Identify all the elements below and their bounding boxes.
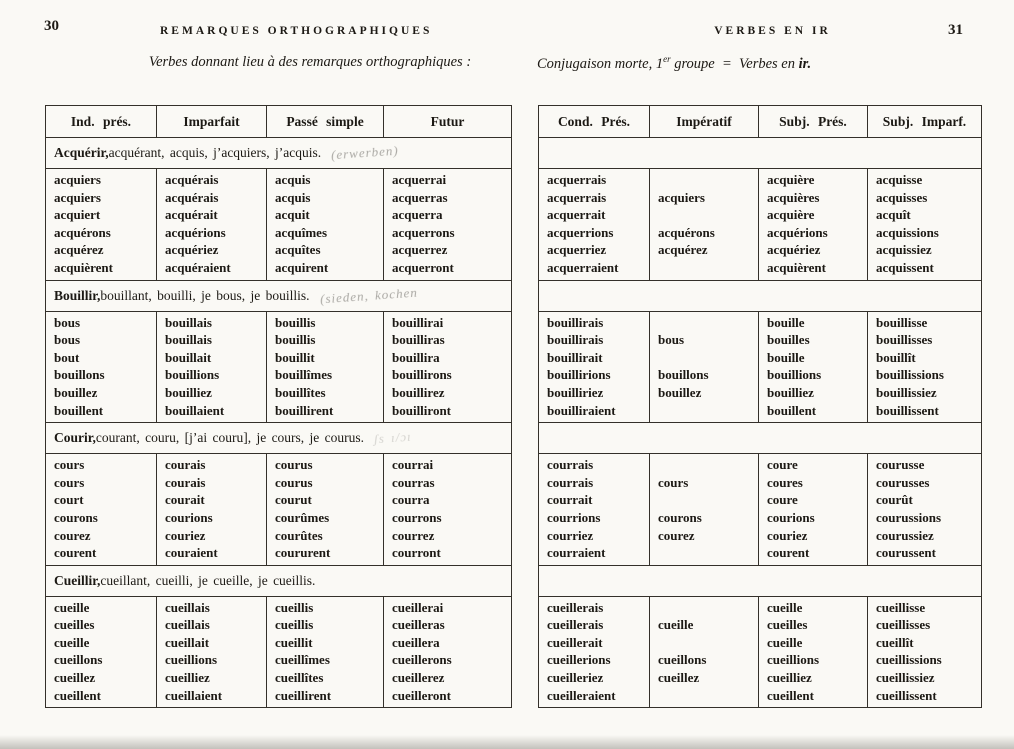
column-header-imperatif: Impératif [649, 106, 758, 137]
page-number-right: 31 [948, 22, 963, 38]
conjugation-cell: cueillez [658, 670, 700, 686]
conjugation-cell: bouillirait [547, 349, 603, 365]
conjugation-cell: cueille [767, 634, 803, 650]
tense-column [539, 454, 649, 565]
conjugation-cell: bouillîtes [275, 384, 326, 400]
conjugation-cell: courrons [392, 509, 442, 525]
conjugation-cell: courez [54, 527, 91, 543]
column-header-passe-simple: Passé simple [266, 106, 383, 137]
spacer-band [539, 423, 981, 454]
tense-column [383, 597, 511, 708]
conjugation-cell: cueilles [767, 617, 808, 633]
conjugation-cell: bouillissiez [876, 384, 937, 400]
subtitle-right-mid: groupe = Verbes en [670, 55, 799, 72]
conjugation-cell: cueille [658, 617, 694, 633]
conjugation-cell: bouillez [658, 384, 702, 400]
conjugation-cell: acquerraient [547, 259, 619, 275]
conjugation-cell: acquérions [165, 224, 226, 240]
conjugation-cell: acquerriez [547, 242, 607, 258]
conjugation-cell: bouillirent [275, 402, 334, 418]
conjugation-cell: cueillit [275, 634, 313, 650]
conjugation-rows [539, 169, 981, 281]
conjugation-cell: cueillisses [876, 617, 931, 633]
conjugation-cell: acquières [767, 189, 820, 205]
tense-column [156, 169, 266, 280]
conjugation-cell: cueilliez [767, 670, 812, 686]
conjugation-cell: cueillent [767, 687, 814, 703]
conjugation-cell: acquièrent [767, 259, 826, 275]
conjugation-cell: bouillissent [876, 402, 939, 418]
conjugation-table-left [45, 105, 512, 708]
conjugation-cell: bouillions [165, 367, 220, 383]
conjugation-cell: courrait [547, 492, 593, 508]
conjugation-cell [658, 259, 758, 277]
conjugation-rows [539, 312, 981, 424]
verb-principal-parts: acquérant, acquis, j’acquiers, j’acquis. [108, 145, 322, 160]
conjugation-cell: courusse [876, 457, 925, 473]
conjugation-cell: bouilliras [392, 332, 445, 348]
tense-column [867, 454, 981, 565]
conjugation-cell: acquisse [876, 172, 923, 187]
conjugation-cell: acquiert [54, 207, 101, 223]
conjugation-cell: acquérez [658, 242, 708, 258]
conjugation-rows [46, 169, 511, 281]
column-header-subj-pres: Subj. Prés. [758, 106, 867, 137]
conjugation-cell: bouillis [275, 332, 316, 348]
conjugation-cell: bous [54, 314, 81, 330]
conjugation-cell: acquérons [658, 224, 715, 240]
conjugation-cell: cueille [54, 599, 90, 615]
conjugation-cell: bouilliriez [547, 384, 604, 400]
conjugation-rows [46, 597, 511, 708]
conjugation-cell: acquerront [392, 259, 454, 275]
conjugation-cell: bouillirai [392, 314, 444, 330]
conjugation-cell: courut [275, 492, 312, 508]
conjugation-cell: cueilliez [165, 670, 210, 686]
conjugation-cell: cueilleraient [547, 687, 616, 703]
tense-column [539, 312, 649, 423]
tense-column [46, 454, 156, 565]
tense-column [156, 597, 266, 708]
conjugation-cell: acquiers [54, 189, 101, 205]
conjugation-cell: bouillît [876, 349, 916, 365]
conjugation-cell: courions [767, 509, 815, 525]
conjugation-cell: cueillons [658, 652, 707, 668]
verb-summary-band [46, 281, 511, 312]
conjugation-cell: acquissent [876, 259, 934, 275]
conjugation-cell: cueilleriez [547, 670, 604, 686]
conjugation-cell: cueillions [165, 652, 218, 668]
conjugation-cell: acquérons [54, 224, 111, 240]
tense-column [539, 597, 649, 708]
conjugation-cell: cueilleras [392, 617, 445, 633]
conjugation-cell: courait [165, 492, 205, 508]
conjugation-cell [658, 171, 758, 189]
tense-column [649, 597, 758, 708]
conjugation-cell: cueilleront [392, 687, 451, 703]
conjugation-cell: courriez [547, 527, 594, 543]
verb-principal-parts: bouillant, bouilli, je bous, je bouillis. [100, 287, 310, 303]
conjugation-cell: courûtes [275, 527, 323, 543]
conjugation-rows [539, 597, 981, 708]
conjugation-cell: acquiers [658, 189, 705, 205]
conjugation-cell: acquisses [876, 189, 928, 205]
conjugation-cell: bouilles [767, 332, 810, 348]
conjugation-cell [658, 687, 758, 705]
tense-column [266, 312, 383, 423]
tense-column [649, 454, 758, 565]
conjugation-cell: courussiez [876, 527, 934, 543]
conjugation-cell: courus [275, 457, 313, 473]
spacer-band [539, 566, 981, 597]
column-header-subj-imparf: Subj. Imparf. [867, 106, 981, 137]
conjugation-rows [539, 454, 981, 566]
table-header-row [539, 106, 981, 138]
conjugation-cell: courussent [876, 545, 936, 561]
conjugation-cell: acquissiez [876, 242, 932, 258]
subtitle-right-bold: ir. [798, 55, 812, 72]
conjugation-cell: bouillent [54, 402, 104, 418]
conjugation-cell: acquerrons [392, 224, 455, 240]
conjugation-cell: bouillirais [547, 332, 604, 348]
column-header-imparfait: Imparfait [156, 106, 266, 137]
conjugation-cell: cueillissions [876, 652, 942, 668]
conjugation-cell: cueilles [54, 617, 95, 633]
tense-column [867, 169, 981, 280]
conjugation-cell: cueillais [165, 599, 210, 615]
conjugation-cell: bouillîmes [275, 367, 333, 383]
conjugation-cell: cueillerai [392, 599, 444, 615]
handwritten-annotation: (erwerben) [330, 142, 400, 163]
conjugation-cell: cueillera [392, 634, 440, 650]
conjugation-cell: acquis [275, 189, 311, 205]
conjugation-cell: bouillais [165, 314, 212, 330]
conjugation-cell: cueillerait [547, 634, 603, 650]
conjugation-cell [658, 206, 758, 224]
tense-column [758, 454, 867, 565]
verb-name: Bouillir, [54, 287, 101, 303]
conjugation-cell: courrais [547, 457, 594, 473]
conjugation-cell: bous [658, 332, 685, 348]
verb-name: Acquérir, [54, 145, 109, 160]
conjugation-cell: acquerrai [392, 172, 447, 187]
conjugation-cell: court [54, 492, 84, 508]
conjugation-cell: cueillerions [547, 652, 611, 668]
conjugation-cell: bouillais [165, 332, 212, 348]
conjugation-cell: acquerrez [392, 242, 448, 258]
verb-name: Courir, [54, 430, 96, 446]
tense-column [867, 597, 981, 708]
conjugation-cell: acquérais [165, 172, 219, 187]
conjugation-cell [658, 491, 758, 509]
conjugation-cell: cours [658, 474, 689, 490]
tense-column [383, 169, 511, 280]
conjugation-cell [658, 599, 758, 617]
conjugation-cell: acquière [767, 172, 815, 187]
conjugation-cell: acquériez [165, 242, 219, 258]
conjugation-cell: cueille [54, 634, 90, 650]
conjugation-cell [658, 634, 758, 652]
conjugation-cell: bouillions [767, 367, 822, 383]
conjugation-cell [658, 349, 758, 367]
conjugation-cell: cueillît [876, 634, 914, 650]
column-header-ind-pres: Ind. prés. [70, 113, 132, 129]
conjugation-cell: courez [658, 527, 695, 543]
conjugation-cell: cueillirent [275, 687, 332, 703]
page-number-left: 30 [44, 18, 59, 34]
conjugation-cell: courras [392, 474, 435, 490]
conjugation-cell: bouillissions [876, 367, 944, 383]
conjugation-cell: bouillira [392, 349, 440, 365]
conjugation-cell: acquière [767, 207, 815, 223]
conjugation-cell: bouille [767, 314, 805, 330]
tense-column [649, 169, 758, 280]
tense-column [758, 312, 867, 423]
conjugation-cell: bouillirons [392, 367, 452, 383]
conjugation-cell: bouillons [54, 367, 105, 383]
conjugation-cell: bouillirez [392, 384, 445, 400]
column-header-futur: Futur [383, 106, 511, 137]
conjugation-cell: cours [54, 457, 85, 473]
conjugation-cell: bouillait [165, 349, 212, 365]
conjugation-cell [658, 456, 758, 474]
conjugation-cell [658, 314, 758, 332]
conjugation-cell: courusses [876, 474, 930, 490]
conjugation-cell: cueillais [165, 617, 210, 633]
conjugation-cell: bouilliez [767, 384, 814, 400]
conjugation-cell: bouillez [54, 384, 98, 400]
tense-column [156, 454, 266, 565]
running-header-left: REMARQUES ORTHOGRAPHIQUES [160, 25, 433, 37]
spacer-band [539, 138, 981, 169]
running-header-right: VERBES EN IR [714, 25, 831, 37]
conjugation-cell: bout [54, 349, 80, 365]
conjugation-cell: acquérions [767, 224, 828, 240]
verb-name: Cueillir, [54, 572, 101, 588]
tense-column [758, 597, 867, 708]
conjugation-cell: acquerrais [547, 189, 607, 205]
conjugation-cell: cours [54, 474, 85, 490]
conjugation-cell: cueillis [275, 617, 314, 633]
conjugation-cell: bouilliraient [547, 402, 616, 418]
conjugation-cell: cueillîtes [275, 670, 324, 686]
conjugation-cell: bouille [767, 349, 805, 365]
conjugation-cell: cueillaient [165, 687, 223, 703]
conjugation-cell: acquîmes [275, 224, 327, 240]
subtitle-left: Verbes donnant lieu à des remarques orthographiques : [148, 54, 472, 70]
conjugation-cell: acquérait [165, 207, 218, 223]
conjugation-cell: courons [658, 509, 702, 525]
conjugation-cell: courrai [392, 457, 434, 473]
tense-column [649, 312, 758, 423]
conjugation-cell: acquériez [767, 242, 821, 258]
conjugation-cell: acquerra [392, 207, 443, 223]
conjugation-cell: courais [165, 474, 206, 490]
conjugation-cell: acquirent [275, 259, 329, 275]
verb-principal-parts: cueillant, cueilli, je cueille, je cueillis. [100, 572, 316, 588]
conjugation-cell: couriez [165, 527, 206, 543]
conjugation-cell: acquissions [876, 224, 939, 240]
conjugation-cell: courent [767, 545, 810, 561]
conjugation-cell: courront [392, 545, 441, 561]
verb-summary-band [46, 423, 511, 454]
conjugation-cell: cueillerais [547, 599, 604, 615]
column-header-cond-pres: Cond. Prés. [557, 113, 631, 129]
conjugation-cell: couraient [165, 545, 218, 561]
conjugation-cell: bouilliez [165, 384, 212, 400]
conjugation-cell: cueille [767, 599, 803, 615]
conjugation-cell: acquièrent [54, 259, 113, 275]
conjugation-cell: acquéraient [165, 259, 231, 275]
conjugation-cell: bouillisse [876, 314, 928, 330]
conjugation-cell: acquerrions [547, 224, 614, 240]
tense-column [266, 454, 383, 565]
conjugation-cell: courra [392, 492, 430, 508]
conjugation-cell: couriez [767, 527, 808, 543]
conjugation-cell: bouilliront [392, 402, 452, 418]
conjugation-rows [46, 312, 511, 424]
conjugation-cell: bouillaient [165, 402, 225, 418]
conjugation-cell: courrions [547, 509, 601, 525]
conjugation-cell: bouillent [767, 402, 817, 418]
conjugation-rows [46, 454, 511, 566]
conjugation-cell: cueillîmes [275, 652, 330, 668]
tense-column [46, 169, 156, 280]
scan-edge-shadow [0, 735, 1014, 749]
conjugation-cell: courrais [547, 474, 594, 490]
spacer-band [539, 281, 981, 312]
handwritten-annotation: (sieden, kochen [319, 284, 418, 306]
conjugation-cell: acquerrais [547, 172, 607, 187]
conjugation-cell: acquîtes [275, 242, 321, 258]
conjugation-cell: bouillons [658, 367, 709, 383]
conjugation-cell: courrez [392, 527, 435, 543]
conjugation-cell: courussions [876, 509, 942, 525]
conjugation-cell: cueillerez [392, 670, 445, 686]
conjugation-cell: cueillissiez [876, 670, 935, 686]
subtitle-right-sup: er [663, 54, 671, 64]
conjugation-cell: courraient [547, 545, 606, 561]
conjugation-cell: cueillerais [547, 617, 604, 633]
conjugation-cell: cueillons [54, 652, 103, 668]
tense-column [156, 312, 266, 423]
conjugation-cell [658, 402, 758, 420]
verb-summary-band [46, 566, 511, 597]
tense-column [383, 312, 511, 423]
conjugation-cell: cueillerons [392, 652, 452, 668]
tense-column [266, 597, 383, 708]
conjugation-cell: cueillait [165, 634, 210, 650]
tense-column [539, 169, 649, 280]
conjugation-cell: bouillis [275, 314, 316, 330]
tense-column [266, 169, 383, 280]
conjugation-cell [658, 544, 758, 562]
conjugation-cell: acquît [876, 207, 911, 223]
conjugation-cell: acquit [275, 207, 310, 223]
verb-principal-parts: courant, couru, [j’ai couru], je cours, je courus. [95, 430, 365, 446]
conjugation-cell: cueillis [275, 599, 314, 615]
verb-summary-band [46, 138, 511, 169]
tense-column [758, 169, 867, 280]
conjugation-cell: acquerras [392, 189, 448, 205]
conjugation-cell: courais [165, 457, 206, 473]
conjugation-cell: courent [54, 545, 97, 561]
conjugation-cell: bouillirions [547, 367, 611, 383]
table-header-row [46, 106, 511, 138]
conjugation-cell: coure [767, 492, 798, 508]
conjugation-cell: courions [165, 509, 213, 525]
conjugation-cell: courûmes [275, 509, 330, 525]
conjugation-cell: bous [54, 332, 81, 348]
conjugation-cell: acquérez [54, 242, 104, 258]
conjugation-cell: bouillisses [876, 332, 933, 348]
conjugation-cell: coururent [275, 545, 331, 561]
conjugation-cell: cueillisse [876, 599, 926, 615]
conjugation-cell: coures [767, 474, 803, 490]
conjugation-cell: cueillions [767, 652, 820, 668]
conjugation-cell: courons [54, 509, 98, 525]
conjugation-cell: cueillissent [876, 687, 937, 703]
subtitle-right [537, 54, 811, 73]
conjugation-cell: courus [275, 474, 313, 490]
tense-column [383, 454, 511, 565]
tense-column [46, 597, 156, 708]
conjugation-cell: bouillirais [547, 314, 604, 330]
conjugation-cell: courût [876, 492, 913, 508]
subtitle-right-lead: Conjugaison morte, 1 [537, 55, 664, 72]
conjugation-cell: acquis [275, 172, 311, 187]
tense-column [867, 312, 981, 423]
conjugation-cell: acquerrait [547, 207, 606, 223]
tense-column [46, 312, 156, 423]
conjugation-cell: bouillit [275, 349, 315, 365]
conjugation-cell: cueillez [54, 670, 96, 686]
conjugation-cell: acquiers [54, 172, 101, 187]
conjugation-table-right [538, 105, 982, 708]
conjugation-cell: cueillent [54, 687, 101, 703]
conjugation-cell: acquérais [165, 189, 219, 205]
conjugation-cell: coure [767, 457, 798, 473]
handwritten-annotation: ʃs ı/ɔı [373, 428, 413, 447]
